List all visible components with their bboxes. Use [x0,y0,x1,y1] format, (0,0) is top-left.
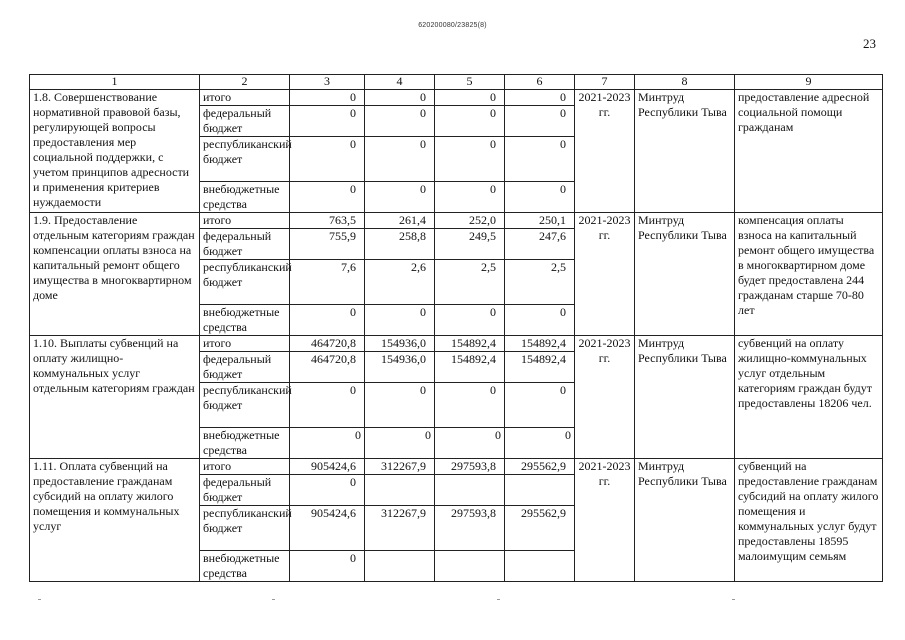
funding-source: итого [200,459,290,475]
amount-cell: 0 [435,106,505,137]
column-number: 2 [200,75,290,90]
amount-cell: 2,5 [435,260,505,305]
period: 2021-2023 гг. [575,459,635,582]
amount-cell: 154892,4 [505,336,575,352]
amount-cell: 0 [435,182,505,213]
amount-cell: 905424,6 [290,506,365,551]
funding-source: итого [200,90,290,106]
amount-cell: 0 [365,383,435,428]
funding-source: итого [200,336,290,352]
amount-cell [435,551,505,582]
expected-result: компенсация оплаты взноса на капитальный ремонт общего имущества в многоквартирном доме будет предоставлена 244 гражданам старше 70-80 лет [735,213,883,336]
amount-cell: 0 [365,90,435,106]
table-row [30,90,883,106]
table-row [30,459,883,475]
amount-cell: 0 [365,305,435,336]
period: 2021-2023 гг. [575,90,635,213]
page-number: 23 [863,36,876,51]
amount-cell: 247,6 [505,229,575,260]
amount-cell: 0 [505,106,575,137]
funding-source: внебюджетные средства [200,551,290,582]
program-measures-table [29,74,883,582]
amount-cell [505,551,575,582]
table-row [30,213,883,229]
amount-cell: 0 [435,305,505,336]
measure-name: 1.9. Предоставление отдельным категориям граждан компенсации оплаты взноса на капитальный ремонт общего имущества в многоквартирном доме [30,213,200,336]
measure-name: 1.10. Выплаты субвенций на оплату жилищно-коммунальных услуг отдельным категориям граждан [30,336,200,459]
amount-cell: 763,5 [290,213,365,229]
funding-source: республиканский бюджет [200,506,290,551]
executor: Минтруд Республики Тыва [635,336,735,459]
amount-cell: 0 [435,428,505,459]
amount-cell: 0 [365,106,435,137]
amount-cell: 0 [290,182,365,213]
amount-cell: 0 [290,383,365,428]
amount-cell: 154892,4 [435,352,505,383]
column-number-row [30,75,883,90]
amount-cell: 0 [505,182,575,213]
column-number: 5 [435,75,505,90]
period: 2021-2023 гг. [575,213,635,336]
period: 2021-2023 гг. [575,336,635,459]
amount-cell [505,475,575,506]
amount-cell: 0 [435,383,505,428]
amount-cell: 0 [435,90,505,106]
funding-source: итого [200,213,290,229]
funding-source: республиканский бюджет [200,260,290,305]
executor: Минтруд Республики Тыва [635,90,735,213]
funding-source: республиканский бюджет [200,137,290,182]
amount-cell: 250,1 [505,213,575,229]
amount-cell: 312267,9 [365,506,435,551]
column-number: 3 [290,75,365,90]
funding-source: внебюджетные средства [200,182,290,213]
amount-cell: 258,8 [365,229,435,260]
amount-cell: 2,5 [505,260,575,305]
expected-result: предоставление адресной социальной помощи гражданам [735,90,883,213]
amount-cell [365,475,435,506]
table-row [30,336,883,352]
amount-cell: 154936,0 [365,336,435,352]
amount-cell: 0 [290,305,365,336]
amount-cell: 249,5 [435,229,505,260]
amount-cell: 297593,8 [435,506,505,551]
column-number: 7 [575,75,635,90]
funding-source: федеральный бюджет [200,106,290,137]
column-number: 4 [365,75,435,90]
amount-cell: 297593,8 [435,459,505,475]
amount-cell: 312267,9 [365,459,435,475]
amount-cell: 261,4 [365,213,435,229]
amount-cell: 154892,4 [505,352,575,383]
amount-cell: 0 [290,475,365,506]
amount-cell: 0 [505,428,575,459]
amount-cell: 0 [290,551,365,582]
amount-cell: 7,6 [290,260,365,305]
column-number: 6 [505,75,575,90]
amount-cell: 0 [505,90,575,106]
column-number: 9 [735,75,883,90]
amount-cell: 905424,6 [290,459,365,475]
amount-cell: 0 [365,182,435,213]
funding-source: республиканский бюджет [200,383,290,428]
amount-cell: 755,9 [290,229,365,260]
amount-cell: 154936,0 [365,352,435,383]
expected-result: субвенций на предоставление гражданам субсидий на оплату жилого помещения и коммунальных услуг будут предоставлены 18595 малоимущим семьям [735,459,883,582]
funding-source: федеральный бюджет [200,229,290,260]
executor: Минтруд Республики Тыва [635,213,735,336]
column-number: 1 [30,75,200,90]
document-code: 620200080/23825(8) [418,22,487,29]
amount-cell: 0 [505,383,575,428]
amount-cell: 0 [365,428,435,459]
amount-cell [435,475,505,506]
measure-name: 1.11. Оплата субвенций на предоставление гражданам субсидий на оплату жилого помещения и коммунальных услуг [30,459,200,582]
funding-source: федеральный бюджет [200,475,290,506]
amount-cell: 0 [290,106,365,137]
amount-cell [365,551,435,582]
amount-cell: 154892,4 [435,336,505,352]
amount-cell: 0 [290,428,365,459]
amount-cell: 464720,8 [290,352,365,383]
amount-cell: 2,6 [365,260,435,305]
amount-cell: 0 [290,90,365,106]
expected-result: субвенций на оплату жилищно-коммунальных услуг отдельным категориям граждан будут предоставлены 18206 чел. [735,336,883,459]
amount-cell: 0 [435,137,505,182]
amount-cell: 0 [505,137,575,182]
amount-cell: 464720,8 [290,336,365,352]
measure-name: 1.8. Совершенствование нормативной правовой базы, регулирующей вопросы предоставления мер социальной поддержки, с учетом принципов адресности и применения критериев нуждаемости [30,90,200,213]
funding-source: внебюджетные средства [200,428,290,459]
amount-cell: 252,0 [435,213,505,229]
amount-cell: 295562,9 [505,506,575,551]
amount-cell: 0 [365,137,435,182]
amount-cell: 0 [290,137,365,182]
amount-cell: 0 [505,305,575,336]
executor: Минтруд Республики Тыва [635,459,735,582]
funding-source: внебюджетные средства [200,305,290,336]
amount-cell: 295562,9 [505,459,575,475]
funding-source: федеральный бюджет [200,352,290,383]
column-number: 8 [635,75,735,90]
